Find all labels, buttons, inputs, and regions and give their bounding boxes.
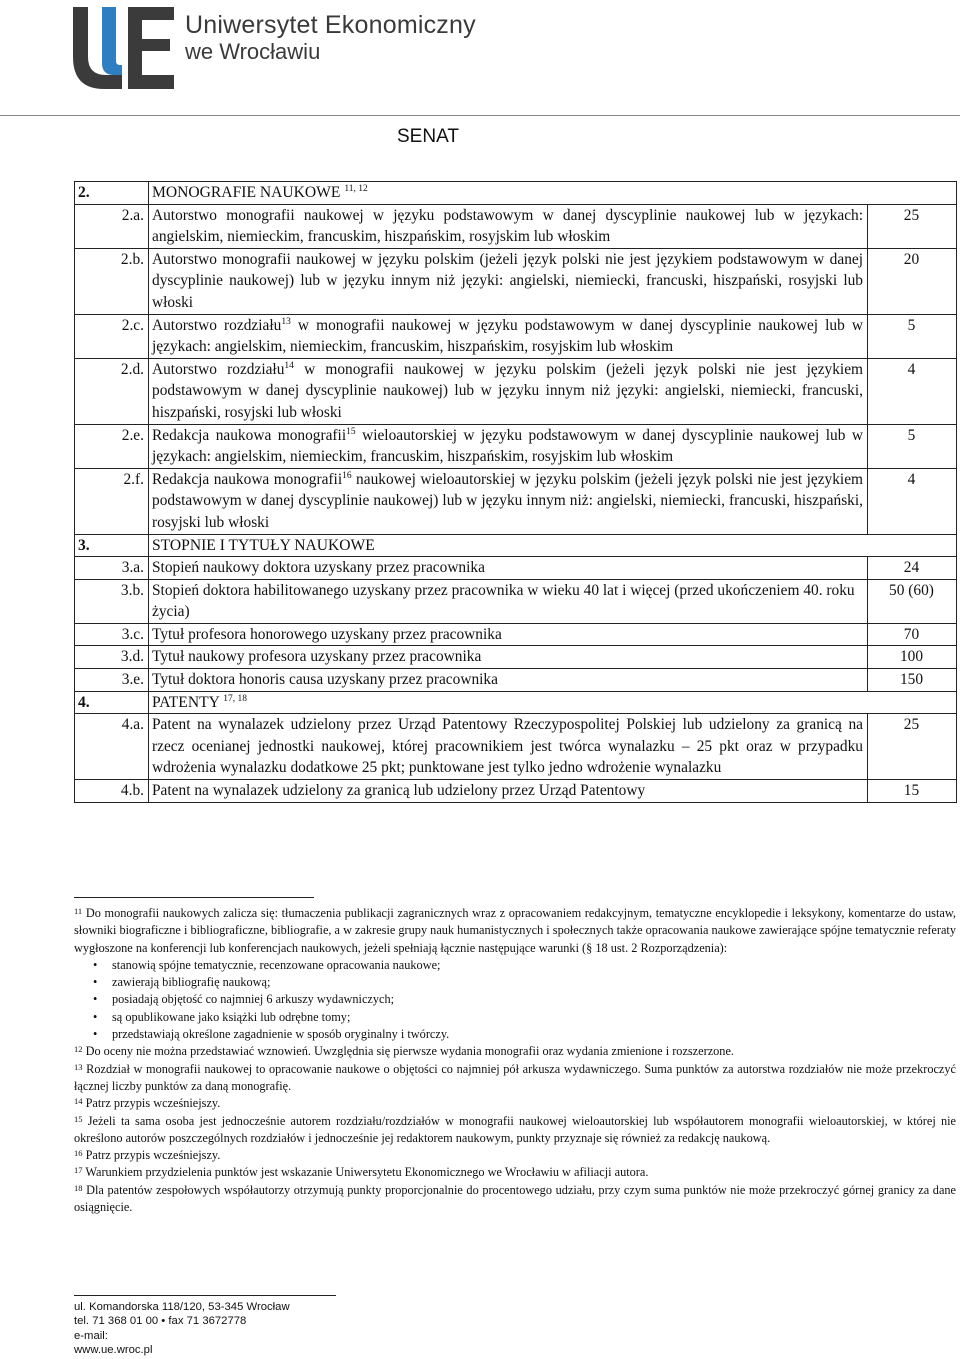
- university-city: we Wrocławiu: [185, 39, 321, 64]
- row-points: 50 (60): [868, 579, 957, 623]
- table-row: [75, 424, 957, 468]
- row-description: Tytuł doktora honoris causa uzyskany przez pracownika: [149, 669, 868, 692]
- footnotes: [74, 905, 956, 1216]
- table-row: [75, 669, 957, 692]
- row-points: 150: [868, 669, 957, 692]
- row-number: 3.b.: [75, 579, 149, 623]
- address-email-label: e-mail:: [74, 1329, 108, 1342]
- footnote-17: $^{17}$ Warunkiem przydzielenia punktów jest wskazanie Uniwersytetu Ekonomicznego we Wrocławiu w afiliacji autora.: [74, 1165, 649, 1180]
- footnote-16: $^{16}$ Patrz przypis wcześniejszy.: [74, 1148, 221, 1163]
- row-description: Patent na wynalazek udzielony przez Urząd Patentowy Rzeczypospolitej Polskiej lub udzielony za granicą na rzecz ocenianej jednostki naukowej, której pracownikiem jest twórca wynalazku – 25 pkt oraz w przypadku wdrożenia wynalazku dodatkowe 25 pkt; punktowane jest tylko jedno wdrożenie wynalazku: [149, 714, 868, 780]
- row-description: Redakcja naukowa monografii$^{16}$ naukowej wieloautorskiej w języku polskim (jeżeli język polski nie jest językiem podstawowym w danej dyscyplinie naukowej) lub w języku innym niż: angielski, niemiecki, francuski, hiszpański, rosyjski lub włoski: [149, 468, 868, 534]
- address-block: [74, 1300, 290, 1357]
- row-description: Autorstwo monografii naukowej w języku podstawowym w danej dyscyplinie naukowej lub w językach: angielskim, niemieckim, francuskim, hiszpańskim, rosyjskim lub włoskim: [149, 204, 868, 248]
- row-number: 3.e.: [75, 669, 149, 692]
- row-number: 2.a.: [75, 204, 149, 248]
- row-points: 70: [868, 623, 957, 646]
- row-number: 4.b.: [75, 780, 149, 803]
- table-row: [75, 534, 957, 557]
- website-link[interactable]: www.ue.wroc.pl: [74, 1343, 153, 1356]
- page-title: SENAT: [397, 126, 459, 147]
- list-item: • przedstawiają określone zagadnienie w sposób oryginalny i twórczy.: [112, 1026, 956, 1043]
- row-description: PATENTY $^{17, 18}$: [149, 691, 957, 714]
- table-row: [75, 646, 957, 669]
- row-description: Patent na wynalazek udzielony za granicą lub udzielony przez Urząd Patentowy: [149, 780, 868, 803]
- list-item: • zawierają bibliografię naukową;: [112, 974, 956, 991]
- row-description: STOPNIE I TYTUŁY NAUKOWE: [149, 534, 957, 557]
- table-row: [75, 314, 957, 358]
- row-description: Tytuł naukowy profesora uzyskany przez pracownika: [149, 646, 868, 669]
- row-description: Stopień naukowy doktora uzyskany przez pracownika: [149, 557, 868, 580]
- header-divider: [0, 115, 960, 116]
- footnote-11: $^{11}$ Do monografii naukowych zalicza się: tłumaczenia publikacji zagranicznych wraz z opracowaniem redakcyjnym, tematyczne encyklopedie i leksykony, komentarze do ustaw, słowniki biograficzne i bibliograficzne, bibliografie, a w zakresie grupy nauk humanistycznych i społecznych także opracowania naukowe zawierające spójne tematycznie referaty wygłoszone na konferencji lub konferencjach naukowych, jeżeli spełniają łącznie następujące warunki (§ 18 ust. 2 Rozporządzenia):: [74, 906, 956, 955]
- table-row: [75, 468, 957, 534]
- row-description: Autorstwo monografii naukowej w języku polskim (jeżeli język polski nie jest językiem podstawowym w danej dyscyplinie naukowej) lub w języku innym niż języki: angielski, niemiecki, francuski, hiszpański, rosyjski lub włoski: [149, 248, 868, 314]
- row-description: Stopień doktora habilitowanego uzyskany przez pracownika w wieku 40 lat i więcej (przed ukończeniem 40. roku życia): [149, 579, 868, 623]
- row-number: 2.c.: [75, 314, 149, 358]
- row-number: 3.d.: [75, 646, 149, 669]
- list-item: • stanowią spójne tematycznie, recenzowane opracowania naukowe;: [112, 957, 956, 974]
- row-points: 5: [868, 314, 957, 358]
- row-number: 3.a.: [75, 557, 149, 580]
- points-table: [74, 181, 957, 803]
- row-points: 25: [868, 714, 957, 780]
- row-points: 15: [868, 780, 957, 803]
- table-row: [75, 714, 957, 780]
- footnote-15: $^{15}$ Jeżeli ta sama osoba jest jednocześnie autorem rozdziału/rozdziałów w monografii naukowej wieloautorskiej lub współautorem monografii wieloautorskiej, w której nie określono autorów poszczególnych rozdziałów i jednocześnie jej redaktorem naukowym, punkty przyznaje się również za redakcję naukową.: [74, 1113, 956, 1145]
- university-name: Uniwersytet Ekonomiczny: [185, 11, 476, 39]
- row-description: Redakcja naukowa monografii$^{15}$ wieloautorskiej w języku podstawowym w danej dyscyplinie naukowej lub w językach: angielskim, niemieckim, francuskim, hiszpańskim, rosyjskim lub włoskim: [149, 424, 868, 468]
- table-row: [75, 248, 957, 314]
- row-number: 4.a.: [75, 714, 149, 780]
- table-row: [75, 691, 957, 714]
- footnote-11-conditions: [74, 957, 956, 1043]
- row-number: 2.d.: [75, 358, 149, 424]
- row-number: 2.: [75, 182, 149, 205]
- list-item: • są opublikowane jako książki lub odrębne tomy;: [112, 1009, 956, 1026]
- table-row: [75, 204, 957, 248]
- row-number: 4.: [75, 691, 149, 714]
- footnote-14: $^{14}$ Patrz przypis wcześniejszy.: [74, 1096, 221, 1111]
- row-points: 100: [868, 646, 957, 669]
- row-points: 4: [868, 468, 957, 534]
- table-row: [75, 182, 957, 205]
- row-points: 24: [868, 557, 957, 580]
- row-number: 2.e.: [75, 424, 149, 468]
- row-points: 4: [868, 358, 957, 424]
- row-points: 20: [868, 248, 957, 314]
- row-number: 3.: [75, 534, 149, 557]
- row-number: 3.c.: [75, 623, 149, 646]
- table-row: [75, 358, 957, 424]
- table-row: [75, 557, 957, 580]
- row-number: 2.b.: [75, 248, 149, 314]
- row-number: 2.f.: [75, 468, 149, 534]
- footnote-divider: [74, 897, 314, 898]
- footnote-18: $^{18}$ Dla patentów zespołowych współautorzy otrzymują punkty proporcjonalnie do procentowego udziału, przy czym suma punktów nie może przekroczyć górnej granicy za dane osiągnięcie.: [74, 1182, 957, 1215]
- address-street: ul. Komandorska 118/120, 53-345 Wrocław: [74, 1301, 290, 1313]
- footnote-12: $^{12}$ Do oceny nie można przedstawiać wznowień. Uwzględnia się pierwsze wydania monografii oraz wydania zmienione i rozszerzone.: [74, 1044, 734, 1059]
- row-description: Tytuł profesora honorowego uzyskany przez pracownika: [149, 623, 868, 646]
- table-row: [75, 579, 957, 623]
- row-description: Autorstwo rozdziału$^{14}$ w monografii naukowej w języku polskim (jeżeli język polski nie jest językiem podstawowym w danej dyscyplinie naukowej) lub w języku innym niż języki: angielski, niemiecki, francuski, hiszpański, rosyjski lub włoski: [149, 358, 868, 424]
- footnote-13: $^{13}$ Rozdział w monografii naukowej to opracowanie naukowe o objętości co najmniej pół arkusza wydawniczego. Suma punktów za autorstwa rozdziałów nie może przekroczyć łącznej liczby punktów za daną monografię.: [74, 1061, 956, 1093]
- row-description: Autorstwo rozdziału$^{13}$ w monografii naukowej w języku podstawowym w danej dyscyplinie naukowej lub w językach: angielskim, niemieckim, francuskim, hiszpańskim, rosyjskim lub włoskim: [149, 314, 868, 358]
- table-row: [75, 780, 957, 803]
- row-description: MONOGRAFIE NAUKOWE $^{11, 12}$: [149, 182, 957, 205]
- list-item: • posiadają objętość co najmniej 6 arkuszy wydawniczych;: [112, 991, 956, 1008]
- row-points: 25: [868, 204, 957, 248]
- ue-logo-mark-icon: [70, 5, 180, 95]
- address-phone: tel. 71 368 01 00 • fax 71 3672778: [74, 1315, 247, 1328]
- row-points: 5: [868, 424, 957, 468]
- address-divider: [74, 1295, 336, 1296]
- table-row: [75, 623, 957, 646]
